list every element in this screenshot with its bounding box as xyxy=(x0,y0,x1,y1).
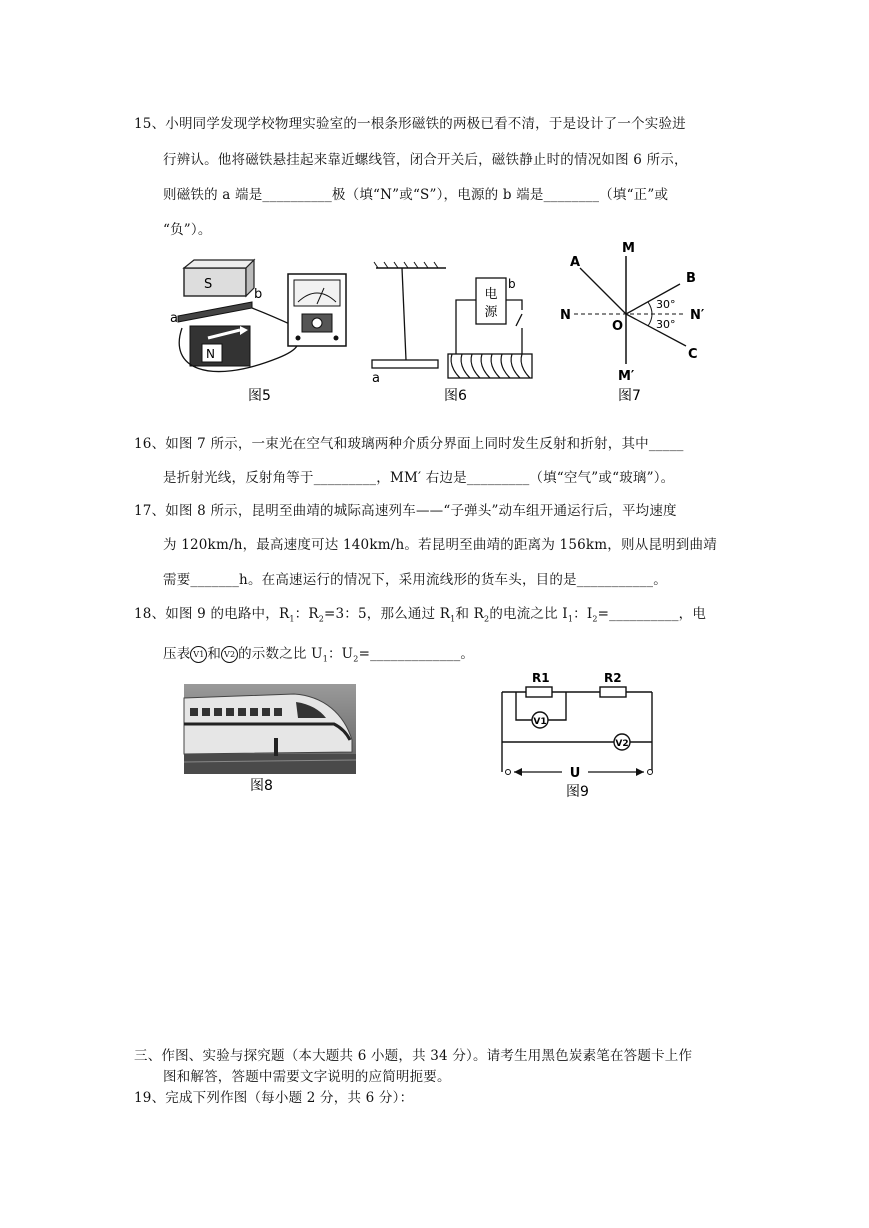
fig7-label-m-prime: M′ xyxy=(618,369,635,384)
fig9-label-r2: R2 xyxy=(604,671,622,685)
fig9-label-v1: V1 xyxy=(533,717,547,727)
fig8-caption: 图8 xyxy=(250,778,273,794)
q19-line-1: 19、完成下列作图（每小题 2 分，共 6 分）： xyxy=(134,1090,414,1106)
figure-9-circuit xyxy=(500,668,660,802)
fig9-label-v2: V2 xyxy=(615,739,629,749)
q17-line-3: 需要_______h。在高速运行的情况下，采用流线形的货车头，目的是___________。 xyxy=(163,572,667,588)
fig7-label-m: M xyxy=(622,241,635,256)
fig7-label-a: A xyxy=(570,255,581,270)
section3-line-2: 图和解答，答题中需要文字说明的应简明扼要。 xyxy=(163,1069,451,1085)
figure-7 xyxy=(556,238,726,408)
q16-line-2: 是折射光线，反射角等于_________，MM′ 右边是_________（填“空气”或“玻璃”）。 xyxy=(163,470,675,486)
fig7-label-o: O xyxy=(612,319,624,334)
fig5-label-s: S xyxy=(204,277,213,292)
q16-line-1: 16、如图 7 所示，一束光在空气和玻璃两种介质分界面上同时发生反射和折射，其中_____ xyxy=(134,436,684,452)
fig7-label-n-prime: N′ xyxy=(690,308,705,323)
voltmeter-v1-symbol: V1 xyxy=(190,646,207,663)
figure-5 xyxy=(168,258,358,408)
q15-line-1: 15、小明同学发现学校物理实验室的一根条形磁铁的两极已看不清，于是设计了一个实验进 xyxy=(134,116,686,132)
fig6-power-label-1: 电 xyxy=(484,287,498,302)
q17-line-1: 17、如图 8 所示，昆明至曲靖的城际高速列车——“子弹头”动车组开通运行后，平均速度 xyxy=(134,503,677,519)
figure-8-train-photo xyxy=(184,684,356,794)
section3-line-1: 三、作图、实验与探究题（本大题共 6 小题，共 34 分）。请考生用黑色炭素笔在答题卡上作 xyxy=(134,1048,693,1064)
figure-6 xyxy=(368,262,548,408)
fig7-angle-bottom: 30° xyxy=(656,318,676,331)
q18-line-2: 压表 V1 和 V2 的示数之比 $U_1$：$U_2=\_\_\_\_\_\_\_\_\_\_\_\_\_$。 xyxy=(163,646,475,664)
fig5-caption: 图5 xyxy=(248,388,271,404)
voltmeter-v2-symbol: V2 xyxy=(221,646,238,663)
fig6-power-label-2: 源 xyxy=(484,305,498,320)
fig5-label-n: N xyxy=(206,347,215,361)
fig7-caption: 图7 xyxy=(618,388,641,404)
q18-line-1: 18、如图 9 的电路中，$R_1$：$R_2=3$：5，那么通过 $R_1$和 $R_2$的电流之比 $I_1$：$I_2=\_\_\_\_\_\_\_\_\_\_$，电 xyxy=(134,606,707,624)
fig5-label-b: b xyxy=(254,287,263,302)
fig7-angle-top: 30° xyxy=(656,298,676,311)
fig6-label-a: a xyxy=(372,371,380,386)
q15-line-4: “负”）。 xyxy=(163,222,212,238)
fig7-label-n: N xyxy=(560,308,571,323)
fig9-caption: 图9 xyxy=(566,784,589,800)
q17-line-2: 为 120km/h，最高速度可达 140km/h。若昆明至曲靖的距离为 156km，则从昆明到曲靖 xyxy=(163,537,717,553)
q15-line-3: 则磁铁的 a 端是__________极（填“N”或“S”），电源的 b 端是________（填“正”或 xyxy=(163,187,669,203)
fig6-label-b: b xyxy=(508,277,516,291)
fig9-label-r1: R1 xyxy=(532,671,550,685)
fig9-label-u: U xyxy=(569,766,581,781)
fig5-label-a: a xyxy=(170,311,178,326)
fig6-caption: 图6 xyxy=(444,388,467,404)
q15-line-2: 行辨认。他将磁铁悬挂起来靠近螺线管，闭合开关后，磁铁静止时的情况如图 6 所示， xyxy=(163,152,688,168)
fig7-label-c: C xyxy=(688,347,698,362)
fig7-label-b: B xyxy=(686,271,696,286)
